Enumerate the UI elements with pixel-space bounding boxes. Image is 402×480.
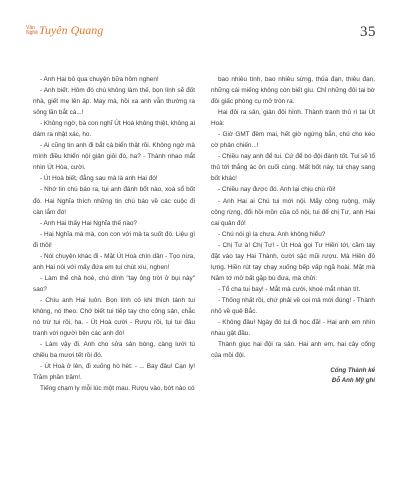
right-text-column (211, 74, 375, 386)
paragraph: - Chiều nay được đó. Anh lại chịu chú rồi! (218, 186, 336, 194)
paragraph: - Út Hoà biết, đằng sau mà là anh Hai đó! (40, 175, 158, 183)
author-signature-line1: Cổng Thành kể (330, 367, 375, 375)
paragraph: - Giờ GMT đêm mai, hết giờ ngừng bắn, chú cho kéo cờ phản chiến...! (211, 131, 375, 150)
paragraph: - Thống nhất rồi, chứ phải về coi mả mới đúng! - Thành nhỏ về quê Bắc. (211, 296, 375, 315)
paragraph: - Làm thế chả hoè, chú dính "tay ông trời ở bụi này" sao? (33, 274, 195, 293)
logo-prefix (26, 26, 38, 36)
paragraph: - Nói chuyện khác đi - Mặt Út Hoà chìn dần - Tọo nừa, anh Hai nói với mấy đứa em tui chút xíu, nghen! (33, 252, 195, 271)
paragraph: - Không ngờ, bà con nghĩ Út Hoà không thiệt, không ai dám ra nhật xác, ho. (33, 120, 195, 139)
page-header (26, 18, 376, 52)
author-signature-line2: Đỗ Anh Mỹ ghi (331, 377, 375, 385)
paragraph: - Chìu anh Hai luôn. Bọn lính có khi thích tánh tui không, nó theo. Chớ biết tui tiếp tay cho công sản, chắc nó trừ tui rồi, ha. - Út Hoà cười - Rượu rồi, tụi tui đâu tranh với người bên các anh đó! (33, 296, 195, 338)
magazine-logo (26, 24, 103, 36)
paragraph: - Không đâu! Ngày đó tui đi học đã! - Hai anh em nhìn nhau gật đầu. (211, 319, 375, 338)
paragraph: - Ai cũng tin anh đi bắt cá biển thật rồi. Không ngờ mà mình điều khiển nội giản giỏi đó, ha? - Thành nhao mắt nhìn Út Hòa, cười. (33, 142, 195, 172)
paragraph: - Anh Hai thấy Hai Nghĩa thế nào? (40, 219, 137, 227)
paragraph: - Nhớ tin chú báo ra, tụi anh đánh bốt nào, xoá sổ bốt đó. Hai Nghĩa thích những tin chú báo về các cuộc đi càn lắm đó! (33, 186, 195, 216)
paragraph: - Chú nói gì lạ chưa. Anh không hiểu? (218, 230, 326, 238)
paragraph: - Anh Hai bỏ qua chuyện bữa hôm nghen! (40, 76, 159, 83)
page-number: 35 (360, 24, 376, 40)
logo-small-1: Văn (26, 25, 35, 31)
paragraph: Hai đôi ra sân, giản đôi hình. Thành tranh thủ rì tai Út Hoà: (211, 109, 375, 128)
paragraph: - Làm vậy đi. Anh cho sửa sản bóng, càng lưới tú chiều ba mươi tết rồi đó. (33, 341, 195, 360)
paragraph: - Chị Tư à! Chị Tư! - Út Hoà gọi Tư Hiền tới, cầm tay đặt vào tay Hai Thành, cười sặc mũi rượu. Mà Hiền đỏ lựng. Hiền rút tay chạy xuống bếp vấp ngã hoài. Mặt mà Năm tớ mở bất gặp bù đưa, mà chửi: (211, 241, 375, 282)
paragraph: - Anh Hai ai Chú tui mới nội. Mấy công ruộng, mấy công rừng, đổi hồi mồn của cố nội, tui để chị Tư, anh Hai cai quản đó! (211, 197, 375, 227)
left-text-column (33, 74, 195, 394)
paragraph: - Chiều nay anh để tui. Cứ để bó đội đánh tốt. Tui sẽ tổ thủ tới thắng ác ôn cuối cùng. Mất bốt này, tui chạy sang bốt khác! (211, 153, 375, 183)
paragraph: - Anh biết. Hôm đó chú không làm thế, bọn lính sẽ đốt nhà, giết mẹ lên ấp. May mà, hồi xa anh vẫn thường ra sông lần bắt cá...! (33, 87, 195, 117)
paragraph: - Út Hoà ở lên, đi xuống hò hét: - ... Bay đâu! Cạn ly! Trăm phần trăm!. (33, 363, 195, 382)
logo-small-2: Nghệ (26, 30, 38, 36)
paragraph: bao nhiêu tình, bao nhiêu sừng, thủa đạn, thiêu đạn, những cái miếng không còn biết gìu. Chỉ những đôi tai bờ đôi giấc phòng cụ mở tròn ra. (211, 76, 375, 106)
paragraph: - Hai Nghĩa mà mà, con con với mà ta suốt đó. Liệu gì đi thôi! (33, 230, 195, 249)
logo-title: Tuyên Quang (38, 23, 104, 37)
paragraph: Tiếng chạm ly mỗi lúc một mau. Rượu vào, bớt nào có (40, 385, 195, 393)
paragraph: Thành giục hai đội ra sân. Hai anh em, hai cây cổng của mồi đội. (211, 341, 375, 360)
paragraph: - Tổ cha tui bay! - Mắt mà cười, khoé mắt nhàn tít. (218, 285, 361, 293)
